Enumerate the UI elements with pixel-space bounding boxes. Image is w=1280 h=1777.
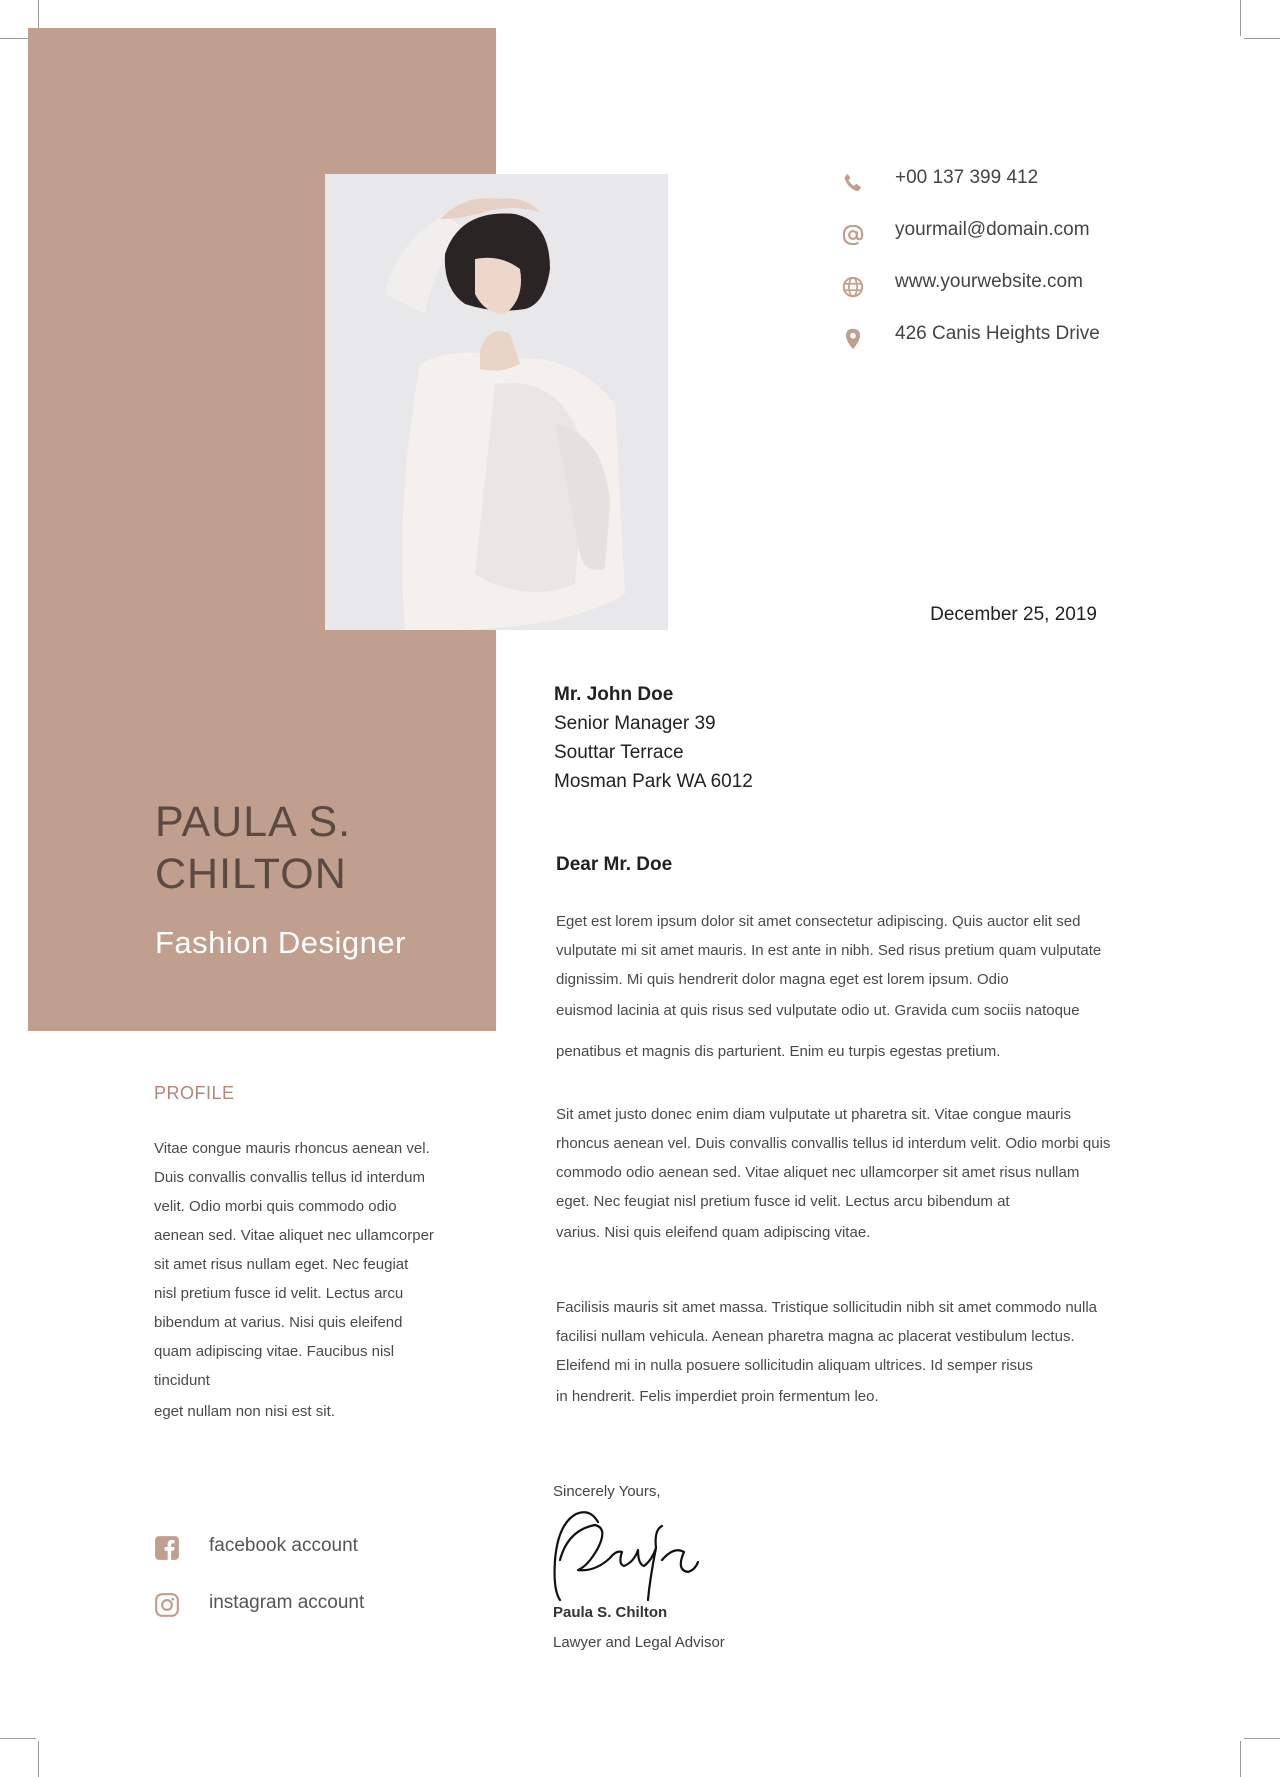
recipient-line: Souttar Terrace bbox=[554, 742, 684, 763]
address-text: 426 Canis Heights Drive bbox=[895, 323, 1100, 344]
paragraph-line: Facilisis mauris sit amet massa. Tristique sollicitudin nibh sit amet commodo nulla bbox=[556, 1299, 1098, 1316]
paragraph-line: Eleifend mi in nulla posuere sollicitudin aliquam ultrices. Id semper risus bbox=[556, 1357, 1033, 1374]
name-line-2: CHILTON bbox=[155, 850, 347, 898]
profile-line: sit amet risus nullam eget. Nec feugiat bbox=[154, 1256, 409, 1273]
paragraph-line: vulputate mi sit amet mauris. In est ante in nibh. Sed risus pretium quam vulputate bbox=[556, 942, 1102, 959]
at-icon bbox=[840, 222, 866, 248]
website-text: www.yourwebsite.com bbox=[895, 271, 1083, 292]
recipient-line: Mosman Park WA 6012 bbox=[554, 771, 753, 792]
paragraph-line: Sit amet justo donec enim diam vulputate ut pharetra sit. Vitae congue mauris bbox=[556, 1106, 1072, 1123]
crop-mark bbox=[1240, 1741, 1241, 1777]
paragraph-line: Eget est lorem ipsum dolor sit amet consectetur adipiscing. Quis auctor elit sed bbox=[556, 913, 1081, 930]
letter-paragraph-2 bbox=[556, 1100, 1116, 1247]
paragraph-line: eget. Nec feugiat nisl pretium fusce id velit. Lectus arcu bibendum at bbox=[556, 1193, 1010, 1210]
instagram-icon bbox=[154, 1592, 180, 1618]
crop-mark bbox=[1244, 1738, 1280, 1739]
signature bbox=[550, 1500, 720, 1605]
profile-line: velit. Odio morbi quis commodo odio bbox=[154, 1198, 397, 1215]
profile-heading: PROFILE bbox=[154, 1083, 235, 1103]
profile-line: tincidunt bbox=[154, 1372, 210, 1389]
profile-text bbox=[154, 1134, 454, 1426]
paragraph-line: dignissim. Mi quis hendrerit dolor magna eget est lorem ipsum. Odio bbox=[556, 971, 1009, 988]
signer-name: Paula S. Chilton bbox=[553, 1604, 668, 1621]
phone-icon bbox=[840, 170, 866, 196]
paragraph-line: commodo odio aenean sed. Vitae aliquet nec ullamcorper sit amet risus nullam bbox=[556, 1164, 1080, 1181]
letter-paragraph-1 bbox=[556, 907, 1116, 1066]
paragraph-line: euismod lacinia at quis risus sed vulputate odio ut. Gravida cum sociis natoque bbox=[556, 1002, 1080, 1019]
profile-line: eget nullam non nisi est sit. bbox=[154, 1403, 335, 1420]
recipient-block bbox=[554, 680, 753, 796]
instagram-text: instagram account bbox=[209, 1592, 365, 1613]
name-line-1: PAULA S. bbox=[155, 798, 352, 846]
salutation: Dear Mr. Doe bbox=[556, 854, 673, 875]
facebook-text: facebook account bbox=[209, 1535, 358, 1556]
letter-date: December 25, 2019 bbox=[930, 604, 1097, 625]
crop-mark bbox=[38, 1741, 39, 1777]
facebook-icon bbox=[154, 1535, 180, 1561]
portrait-photo bbox=[325, 174, 668, 630]
profile-line: Duis convallis convallis tellus id interdum bbox=[154, 1169, 425, 1186]
candidate-name bbox=[155, 796, 485, 900]
job-title: Fashion Designer bbox=[155, 925, 406, 960]
crop-mark bbox=[1240, 0, 1241, 36]
paragraph-line: varius. Nisi quis eleifend quam adipiscing vitae. bbox=[556, 1224, 871, 1241]
location-pin-icon bbox=[840, 326, 866, 352]
phone-text: +00 137 399 412 bbox=[895, 167, 1039, 188]
profile-line: nisl pretium fusce id velit. Lectus arcu bbox=[154, 1285, 404, 1302]
recipient-line: Senior Manager 39 bbox=[554, 713, 716, 734]
portrait-illustration bbox=[325, 174, 668, 630]
closing: Sincerely Yours, bbox=[553, 1483, 661, 1500]
profile-line: bibendum at varius. Nisi quis eleifend bbox=[154, 1314, 403, 1331]
crop-mark bbox=[0, 1738, 36, 1739]
profile-line: quam adipiscing vitae. Faucibus nisl bbox=[154, 1343, 395, 1360]
profile-line: aenean sed. Vitae aliquet nec ullamcorper bbox=[154, 1227, 434, 1244]
paragraph-line: facilisi nullam vehicula. Aenean pharetra magna ac placerat vestibulum lectus. bbox=[556, 1328, 1075, 1345]
recipient-name: Mr. John Doe bbox=[554, 684, 674, 705]
globe-icon bbox=[840, 274, 866, 300]
paragraph-line: rhoncus aenean vel. Duis convallis convallis tellus id interdum velit. Odio morbi quis bbox=[556, 1135, 1111, 1152]
profile-line: Vitae congue mauris rhoncus aenean vel. bbox=[154, 1140, 430, 1157]
signer-role: Lawyer and Legal Advisor bbox=[553, 1634, 725, 1651]
email-text: yourmail@domain.com bbox=[895, 219, 1090, 240]
letter-paragraph-3 bbox=[556, 1293, 1116, 1411]
crop-mark bbox=[1244, 38, 1280, 39]
paragraph-line: penatibus et magnis dis parturient. Enim eu turpis egestas pretium. bbox=[556, 1043, 1001, 1060]
paragraph-line: in hendrerit. Felis imperdiet proin fermentum leo. bbox=[556, 1388, 879, 1405]
